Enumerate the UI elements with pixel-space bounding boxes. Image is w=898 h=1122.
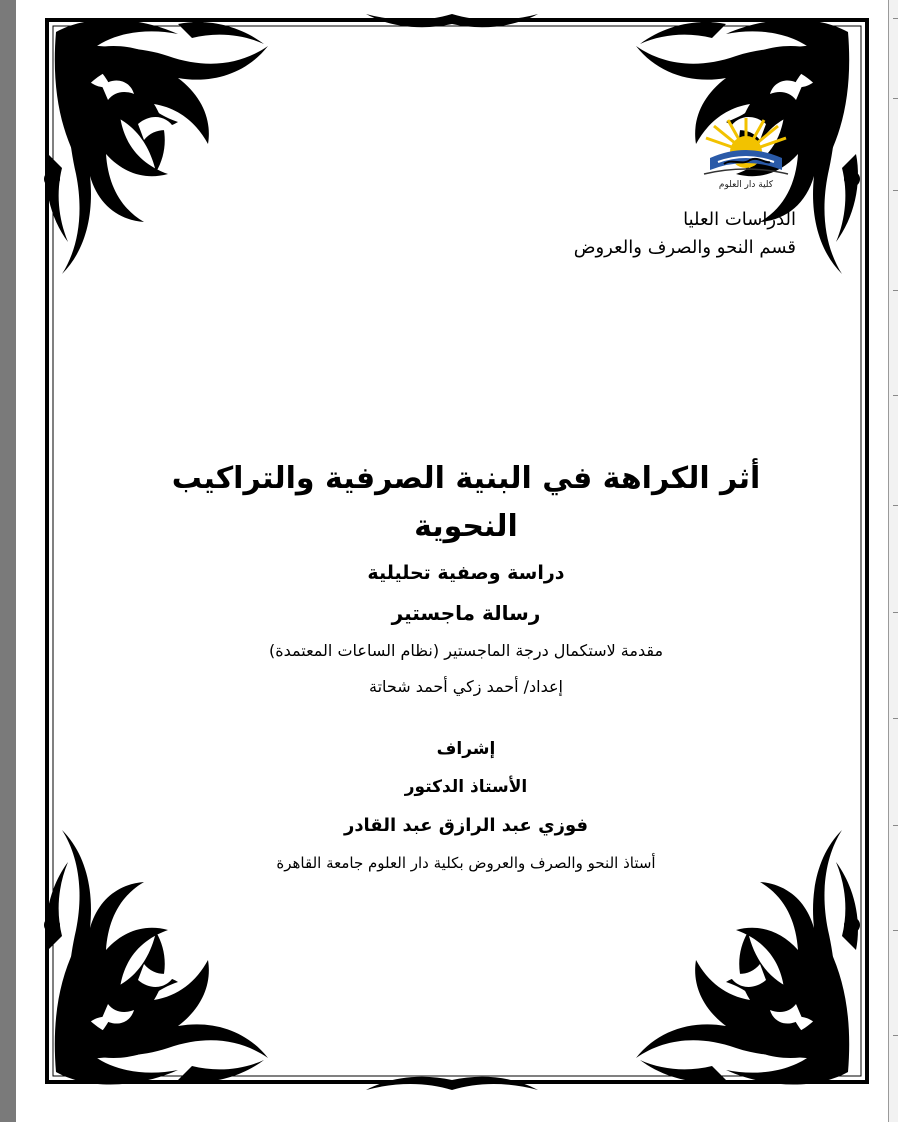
department-header [456,206,796,262]
professor-title: الأستاذ الدكتور [404,777,528,797]
graduate-studies-label: الدراسات العليا [683,209,796,230]
thesis-title: أثر الكراهة في البنية الصرفية والتراكيب النحوية [171,461,761,544]
thesis-subtitle: دراسة وصفية تحليلية [367,562,565,584]
thesis-title-block [166,455,766,705]
supervision-label: إشراف [436,739,496,759]
department-name: قسم النحو والصرف والعروض [573,237,796,258]
thesis-author: إعداد/ أحمد زكي أحمد شحاتة [369,677,563,696]
thesis-type: رسالة ماجستير [391,601,541,625]
supervisor-affiliation: أستاذ النحو والصرف والعروض بكلية دار العلوم جامعة القاهرة [276,854,656,872]
document-page [16,0,888,1122]
dar-al-uloom-emblem-icon [684,118,808,200]
logo-caption: كلية دار العلوم [718,180,774,190]
supervision-block [166,730,766,880]
window-left-gutter [0,0,16,1122]
supervisor-name: فوزي عبد الرازق عبد القادر [343,815,589,836]
thesis-purpose: مقدمة لاستكمال درجة الماجستير (نظام الساعات المعتمدة) [268,641,664,660]
window-right-scroll-edge [888,0,898,1122]
